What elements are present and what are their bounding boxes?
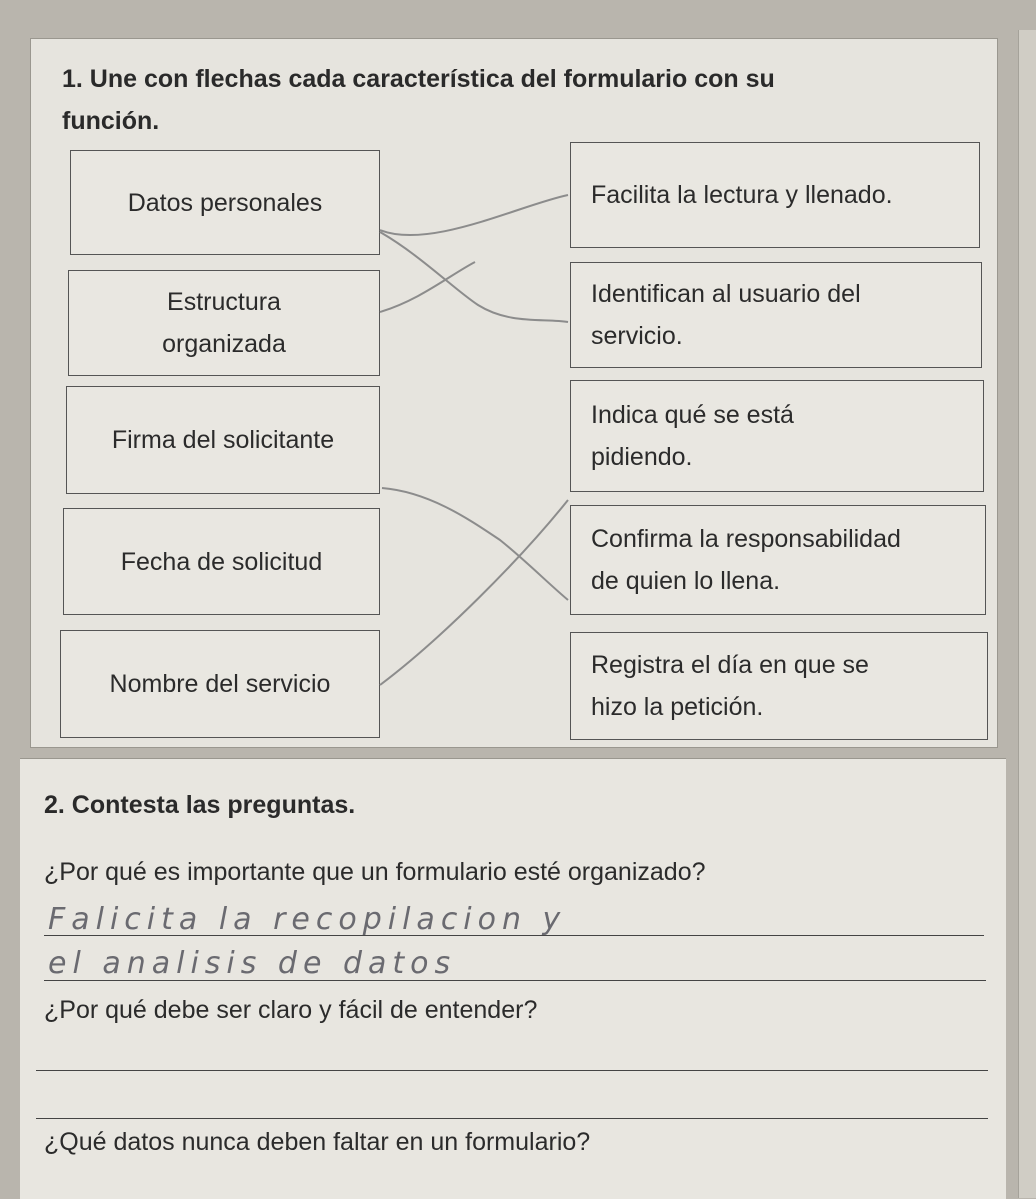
- question-3: ¿Qué datos nunca deben faltar en un formulario?: [44, 1128, 591, 1156]
- handwritten-answer-line-2: el analisis de datos: [48, 946, 457, 981]
- right-item-confirma-responsabilidad[interactable]: [570, 505, 986, 615]
- right-item-identifican-usuario[interactable]: [570, 262, 982, 368]
- answer-line[interactable]: [36, 1070, 988, 1071]
- right-item-label: Identifican al usuario del servicio.: [591, 280, 861, 350]
- left-item-label: Estructura organizada: [162, 288, 286, 358]
- left-item-fecha-de-solicitud[interactable]: [63, 508, 380, 615]
- left-item-label: Datos personales: [127, 188, 323, 217]
- answer-line[interactable]: [44, 980, 986, 981]
- left-item-label: Nombre del servicio: [109, 670, 331, 698]
- answer-line[interactable]: [36, 1118, 988, 1119]
- answer-line[interactable]: [44, 935, 984, 936]
- left-item-label: Fecha de solicitud: [120, 547, 323, 576]
- question-1: ¿Por qué es importante que un formulario esté organizado?: [44, 858, 706, 886]
- right-item-indica-que-pide[interactable]: [570, 380, 984, 492]
- exercise-2-title: 2. Contesta las preguntas.: [44, 791, 356, 819]
- left-item-label: Firma del solicitante: [111, 426, 335, 454]
- exercise-1-title: 1. Une con flechas cada característica del formulario con su función.: [62, 65, 775, 135]
- right-item-registra-dia[interactable]: [570, 632, 988, 740]
- question-2: ¿Por qué debe ser claro y fácil de entender?: [44, 996, 538, 1024]
- left-item-nombre-del-servicio[interactable]: [60, 630, 380, 738]
- right-item-label: Facilita la lectura y llenado.: [591, 181, 893, 209]
- left-item-datos-personales[interactable]: [70, 150, 380, 255]
- left-item-estructura-organizada[interactable]: [68, 270, 380, 376]
- right-item-label: Confirma la responsabilidad de quien lo llena.: [591, 525, 901, 595]
- right-item-label: Indica qué se está pidiendo.: [591, 401, 794, 471]
- right-item-label: Registra el día en que se hizo la petición.: [591, 651, 869, 721]
- right-item-facilita-lectura[interactable]: [570, 142, 980, 248]
- next-page-edge: [1018, 30, 1036, 1198]
- handwritten-answer-line-1: Falicita la recopilacion y: [48, 902, 567, 937]
- left-item-firma-del-solicitante[interactable]: [66, 386, 380, 494]
